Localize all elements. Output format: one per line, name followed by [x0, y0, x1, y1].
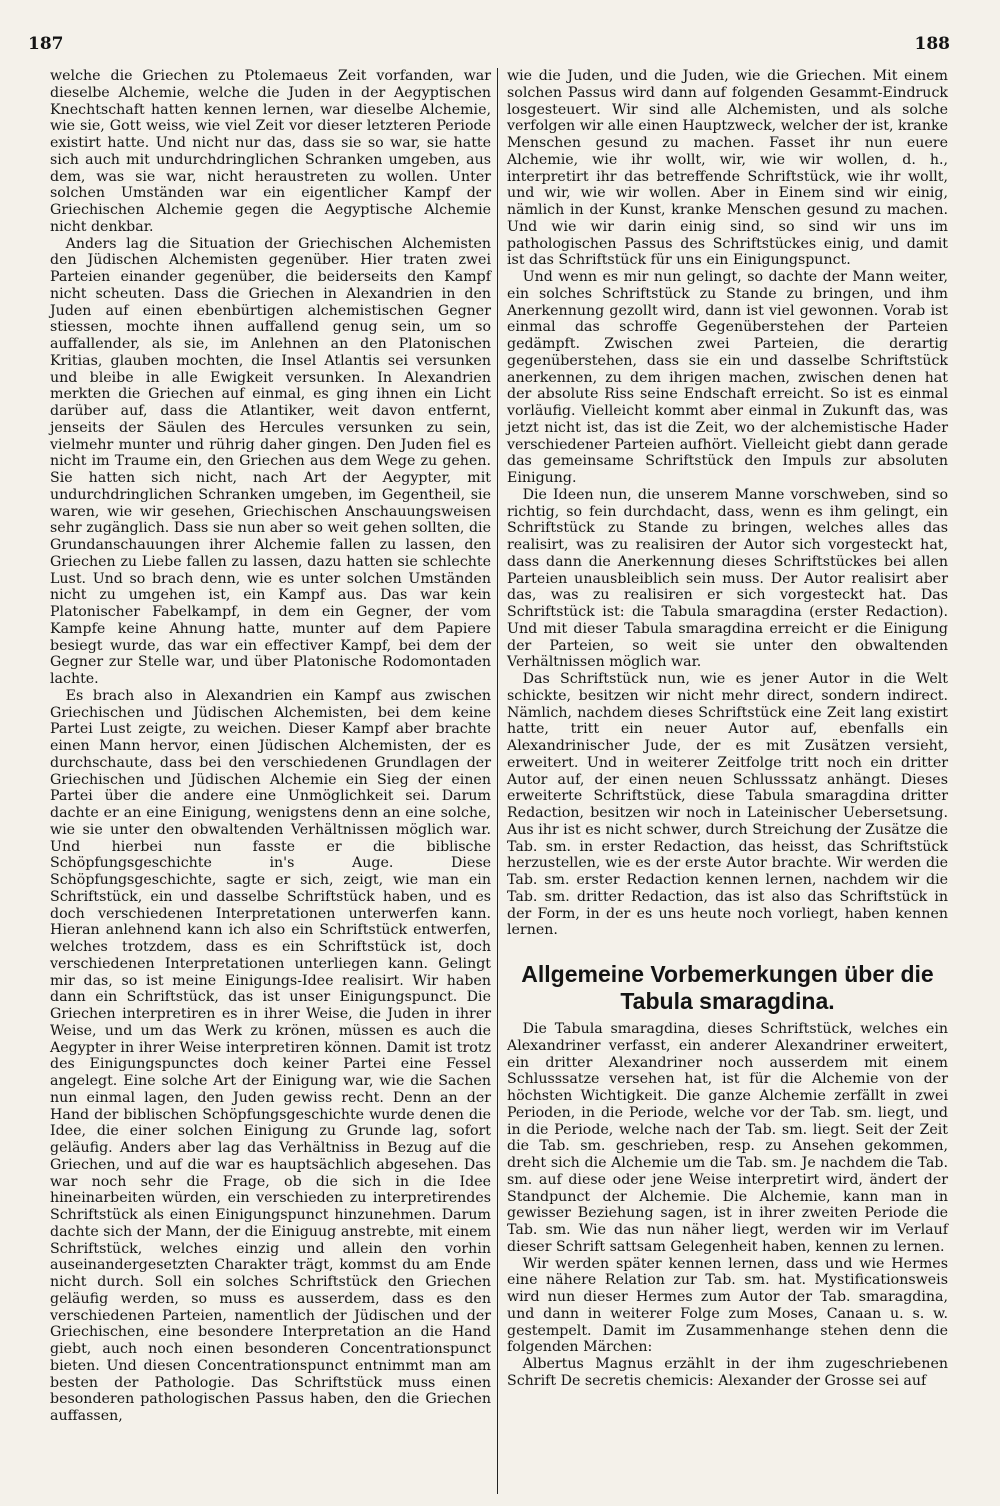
page-number-left: 187 — [28, 34, 64, 54]
right-column — [501, 68, 948, 1494]
paragraph: Das Schriftstück nun, wie es jener Autor in die Welt schickte, besitzen wir nicht mehr direct, sondern indirect. Nämlich, nachdem dieses Schriftstück eine Zeit lang existirt hatte, tritt ein neuer Autor auf, ebenfalls ein Alexandrinischer Jude, der es mit Zusätzen versieht, erweitert. Und in weiterer Zeitfolge tritt noch ein dritter Autor auf, der einen neuen Schlusssatz anhängt. Dieses erweiterte Schriftstück, diese Tabula smaragdina dritter Redaction, besitzen wir noch in Lateinischer Uebersetsung. Aus ihr ist es nicht schwer, durch Streichung der Zusätze die Tab. sm. in erster Redaction, das heisst, das Schriftstück herzustellen, wie es der erste Autor brachte. Wir werden die Tab. sm. erster Redaction kennen lernen, nachdem wir die Tab. sm. dritter Redaction, das ist also das Schriftstück in der Form, in der es uns heute noch vorliegt, haben kennen lernen. — [507, 671, 948, 939]
section-heading — [507, 961, 948, 1015]
section-heading-line: Allgemeine Vorbemerkungen über die — [521, 961, 934, 987]
paragraph: Wir werden später kennen lernen, dass und wie Hermes eine nähere Relation zur Tab. sm. hat. Mystificationsweis wird nun dieser Hermes zum Autor der Tab. smaragdina, und dann in weiterer Folge zum Moses, Canaan u. s. w. gestempelt. Damit im Zusammenhange stehen denn die folgenden Märchen: — [507, 1255, 948, 1356]
paragraph: wie die Juden, und die Juden, wie die Griechen. Mit einem solchen Passus wird dann auf folgenden Gesammt-Eindruck losgesteuert. Wir sind alle Alchemisten, und als solche verfolgen wir alle einen Hauptzweck, welcher der ist, kranke Menschen gesund zu machen. Fasset ihr nun euere Alchemie, wie ihr wollt, wir, wie wir wollen, d. h., interpretirt ihr das betreffende Schriftstück, wie ihr wollt, und wir, wie wir wollen. Aber in Einem sind wir einig, nämlich in der Kunst, kranke Menschen gesund zu machen. Und wie wir darin einig sind, so sind wir uns im pathologischen Passus des Schriftstückes einig, und damit ist das Schriftstück für uns ein Einigungspunct. — [507, 68, 948, 269]
page-number-right: 188 — [914, 34, 950, 54]
paragraph: Es brach also in Alexandrien ein Kampf aus zwischen Griechischen und Jüdischen Alchemisten, bei dem keine Partei Lust zeigte, zu weichen. Dieser Kampf aber brachte einen Mann hervor, einen Jüdischen Alchemisten, der es durchschaute, dass bei den verschiedenen Grundlagen der Griechischen und Jüdischen Alchemie ein Sieg der einen Partei über die andere eine Unmöglichkeit sei. Darum dachte er an eine Einigung, wenigstens denn an eine solche, wie sie unter den obwaltenden Verhältnissen möglich war. Und hierbei nun fasste er die biblische Schöpfungsgeschichte in's Auge. Diese Schöpfungsgeschichte, sagte er sich, zeigt, wie man ein Schriftstück, ein und dasselbe Schriftstück haben, und es doch verschiedenen Interpretationen unterwerfen kann. Hieran anlehnend kann ich also ein Schriftstück entwerfen, welches trotzdem, dass es ein Schriftstück ist, doch verschiedenen Interpretationen unterliegen kann. Gelingt mir das, so ist meine Einigungs-Idee realisirt. Wir haben dann ein Schriftstück, das ist unser Einigungspunct. Die Griechen interpretiren es in ihrer Weise, die Juden in ihrer Weise, und um das Werk zu krönen, müssen es auch die Aegypter in ihrer Weise interpretiren können. Damit ist trotz des Einigungspunctes doch keiner Partei eine Fessel angelegt. Eine solche Art der Einigung war, wie die Sachen nun einmal lagen, den Juden gewiss recht. Denn an der Hand der biblischen Schöpfungsgeschichte wurde denen die Idee, die einer solchen Einigung zu Grunde lag, sofort geläufig. Anders aber lag das Verhältniss in Bezug auf die Griechen, und auf die war es hauptsächlich abgesehen. Das war noch sehr die Frage, ob die sich in die Idee hineinarbeiten würden, ein verschieden zu interpretirendes Schriftstück als einen Einigungspunct hinzunehmen. Darum dachte sich der Mann, der die Einiguug anstrebte, mit einem Schriftstück, welches einzig und allein den vorhin auseinandergesetzten Charakter trägt, kommst du am Ende nicht durch. Soll ein solches Schriftstück den Griechen geläufig werden, so muss es ausserdem, dass es den verschiedenen Parteien, namentlich der Jüdischen und der Griechischen, eine besondere Interpretation an die Hand giebt, auch noch einen besonderen Concentrationspunct bieten. Und diesen Concentrationspunct entnimmt man am besten der Pathologie. Das Schriftstück muss einen besonderen pathologischen Passus haben, den die Griechen auffassen, — [50, 687, 491, 1424]
column-divider — [497, 68, 498, 1494]
page-header — [28, 34, 950, 58]
text-columns — [50, 68, 948, 1494]
paragraph: Albertus Magnus erzählt in der ihm zugeschriebenen Schrift De secretis chemicis: Alexander der Grosse sei auf — [507, 1356, 948, 1389]
paragraph: welche die Griechen zu Ptolemaeus Zeit vorfanden, war dieselbe Alchemie, welche die Juden in der Aegyptischen Knechtschaft hatten kennen lernen, war dieselbe Alchemie, wie sie, Gott weiss, wie viel Zeit vor dieser letzteren Periode existirt hatte. Und nicht nur das, dass sie so war, sie hatte sich auch mit undurchdringlichen Schranken umgeben, aus dem, was sie war, nicht heraustreten zu wollen. Unter solchen Umständen war ein eigentlicher Kampf der Griechischen Alchemie gegen die Aegyptische Alchemie nicht denkbar. — [50, 68, 491, 235]
left-column — [50, 68, 491, 1494]
paragraph: Und wenn es mir nun gelingt, so dachte der Mann weiter, ein solches Schriftstück zu Stande zu bringen, und ihm Anerkennung gezollt wird, dann ist viel gewonnen. Vorab ist einmal das schroffe Gegenüberstehen der Parteien gedämpft. Zwischen zwei Parteien, die derartig gegenüberstehen, dass sie ein und dasselbe Schriftstück anerkennen, zu dem ihrigen machen, zwischen denen hat der absolute Riss seine Endschaft erreicht. So ist es einmal vorläufig. Vielleicht kommt aber einmal in Zukunft das, was jetzt nicht ist, das ist die Zeit, wo der alchemistische Hader verschiedener Parteien aufhört. Vielleicht giebt dann gerade das gemeinsame Schriftstück den Impuls zur absoluten Einigung. — [507, 269, 948, 486]
section-heading-line: Tabula smaragdina. — [620, 988, 835, 1014]
paragraph: Die Ideen nun, die unserem Manne vorschweben, sind so richtig, so fein durchdacht, dass, wenn es ihm gelingt, ein Schriftstück zu Stande zu bringen, welches alles das realisirt, was zu realisiren der Autor sich vorgesteckt hat, dass dann die Anerkennung dieses Schriftstückes bei allen Parteien unausbleiblich sein muss. Der Autor realisirt aber das, was zu realisiren er sich vorgesteckt hat. Das Schriftstück ist: die Tabula smaragdina (erster Redaction). Und mit dieser Tabula smaragdina erreicht er die Einigung der Parteien, so weit sie unter den obwaltenden Verhältnissen möglich war. — [507, 486, 948, 671]
paragraph: Anders lag die Situation der Griechischen Alchemisten den Jüdischen Alchemisten gegenüber. Hier traten zwei Parteien einander gegenüber, die beiderseits den Kampf nicht scheuten. Dass die Griechen in Alexandrien in den Juden auf einen ebenbürtigen alchemistischen Gegner stiessen, mochte ihnen auffallend genug sein, um so auffallender, als sie, im Anlehnen an den Platonischen Kritias, glauben mochten, die Insel Atlantis sei versunken und bleibe in alle Ewigkeit versunken. In Alexandrien merkten die Griechen auf einmal, es ging ihnen ein Licht darüber auf, dass die Atlantiker, weit davon entfernt, jenseits der Säulen des Hercules versunken zu sein, vielmehr munter und rührig daher gingen. Den Juden fiel es nicht im Traume ein, den Griechen aus dem Wege zu gehen. Sie hatten sich nicht, nach Art der Aegypter, mit undurchdringlichen Schranken umgeben, im Gegentheil, sie waren, wie wir gesehen, Griechischen Anschauungsweisen sehr zugänglich. Dass sie nun aber so weit gehen sollten, die Grundanschauungen ihrer Alchemie fallen zu lassen, den Griechen zu Liebe fallen zu lassen, dazu hatten sie schlechte Lust. Und so brach denn, wie es unter solchen Umständen nicht zu umgehen ist, ein Kampf aus. Das war kein Platonischer Fabelkampf, in dem ein Gegner, der vom Kampfe keine Ahnung hatte, munter auf dem Papiere besiegt wurde, das war ein effectiver Kampf, bei dem der Gegner zur Stelle war, und über Platonische Rodomontaden lachte. — [50, 235, 491, 687]
paragraph: Die Tabula smaragdina, dieses Schriftstück, welches ein Alexandriner verfasst, ein anderer Alexandriner erweitert, ein dritter Alexandriner noch ausserdem mit einem Schlusssatze versehen hat, ist für die Alchemie von der höchsten Wichtigkeit. Die ganze Alchemie zerfällt in zwei Perioden, in die Periode, welche vor der Tab. sm. liegt, und in die Periode, welche nach der Tab. sm. liegt. Seit der Zeit die Tab. sm. geschrieben, resp. zu Ansehen gekommen, dreht sich die Alchemie um die Tab. sm. Je nachdem die Tab. sm. auf diese oder jene Weise interpretirt wird, ändert der Standpunct der Alchemie. Die Alchemie, kann man in gewisser Beziehung sagen, ist in ihrer zweiten Periode die Tab. sm. Wie das nun näher liegt, werden wir im Verlauf dieser Schrift sattsam Gelegenheit haben, kennen zu lernen. — [507, 1021, 948, 1255]
